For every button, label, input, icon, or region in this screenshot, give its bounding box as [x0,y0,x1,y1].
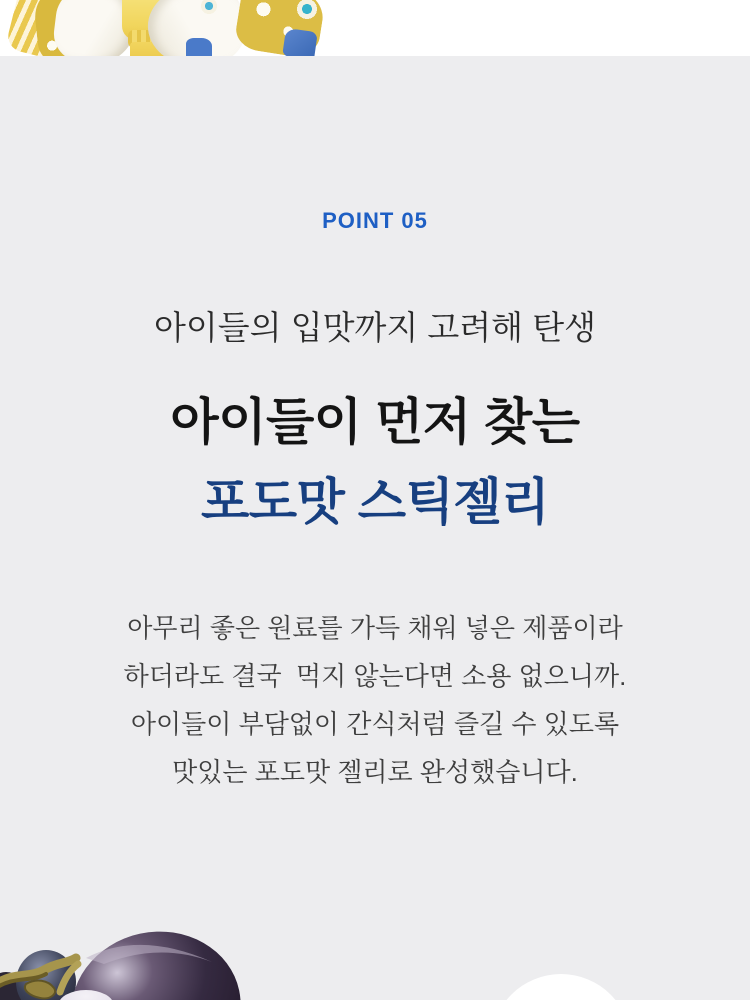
body-line: 맛있는 포도맛 젤리로 완성했습니다. [172,757,578,787]
point-number-label: POINT 05 [322,208,428,233]
top-photo [0,0,750,56]
body-line: 아무리 좋은 원료를 가득 채워 넣은 제품이라 [127,613,623,643]
grapes-photo [0,920,256,1000]
section-subtitle: 아이들의 입맛까지 고려해 탄생 [154,309,596,346]
section-title-line2: 포도맛 스틱젤리 [201,474,549,530]
section-title-line1: 아이들이 먼저 찾는 [170,394,580,450]
section-title [0,382,750,542]
body-line: 하더라도 결국 먹지 않는다면 소용 없으니까. [123,661,627,691]
badge-circle [491,974,631,1000]
grape-big [57,920,255,1000]
section-body [0,604,750,796]
point-section [0,56,750,1000]
doll-blue-fabric-center [186,38,212,56]
stick-jelly-pouch-icon [516,996,606,1000]
doll-blue-fabric-right [282,28,318,56]
body-line: 아이들이 부담없이 간식처럼 즐길 수 있도록 [130,709,620,739]
